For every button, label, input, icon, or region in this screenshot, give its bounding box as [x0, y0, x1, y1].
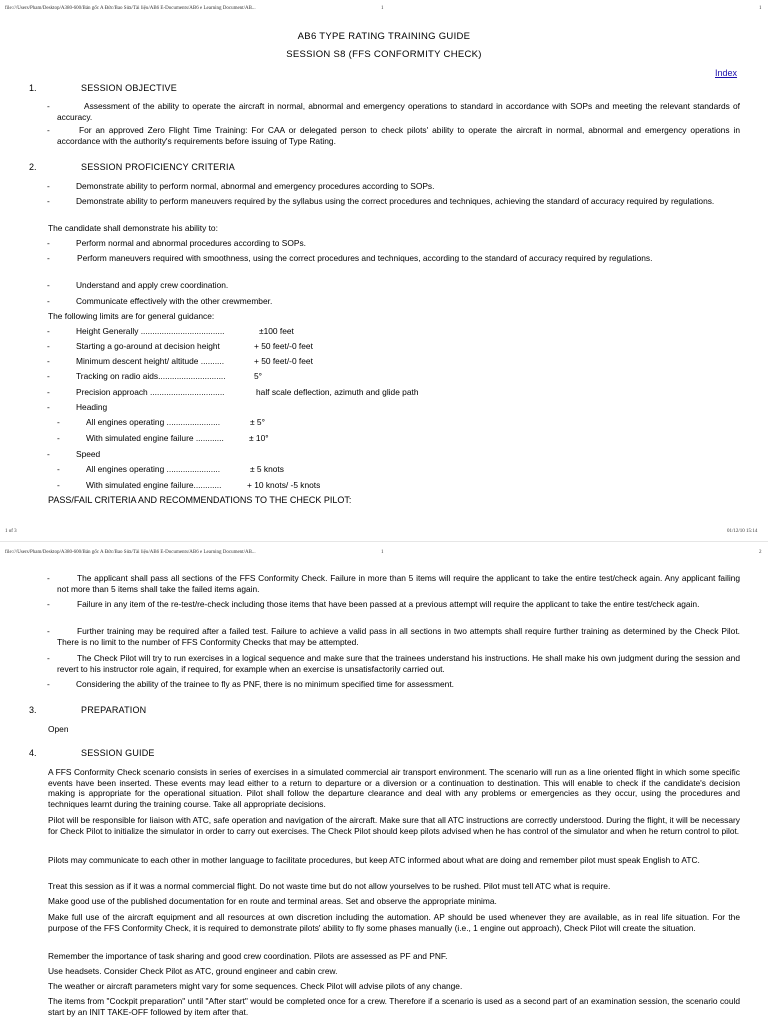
- print-footer-page-count: 1 of 3: [5, 529, 17, 534]
- bullet-dash: -: [47, 679, 50, 689]
- limit-heading-sim-label: With simulated engine failure ............: [86, 433, 224, 443]
- objective-item-2: For an approved Zero Flight Time Training: For CAA or delegated person to check pilots' ability to operate the aircraft in normal, abnormal and emergency operations in accordance with the authority's requirements before issuing of Type Rating.: [57, 125, 740, 146]
- bullet-dash: -: [57, 417, 60, 427]
- candidate-item-2: Perform maneuvers required with smoothness, using the correct procedures and techniques, according to the standard of accuracy required by regulations.: [77, 253, 653, 263]
- limit-goaround-label: Starting a go-around at decision height: [76, 341, 220, 351]
- index-link[interactable]: Index: [715, 68, 738, 78]
- bullet-dash: -: [47, 101, 50, 111]
- print-header-right: 2: [759, 550, 762, 555]
- bullet-dash: -: [47, 196, 50, 206]
- bullet-dash: -: [47, 238, 50, 248]
- section-1-number: 1.: [29, 83, 37, 93]
- limits-intro: The following limits are for general guidance:: [48, 311, 215, 321]
- section-2-number: 2.: [29, 162, 37, 172]
- limit-tracking-label: Tracking on radio aids.............................: [76, 371, 226, 381]
- passfail-item-4: The Check Pilot will try to run exercises in a logical sequence and make sure that the trainees understand his instructions. He shall make his own judgment during the session and revert to his instructor role again, if required, for example when an exercise is unsatisfactorily carried out.: [57, 653, 740, 674]
- section-3-heading: PREPARATION: [81, 705, 147, 715]
- section-4-heading: SESSION GUIDE: [81, 748, 155, 758]
- limit-mda-label: Minimum descent height/ altitude ..........: [76, 356, 225, 366]
- limit-speed-label: Speed: [76, 449, 101, 459]
- section-2-heading: SESSION PROFICIENCY CRITERIA: [81, 162, 235, 172]
- limit-tracking-value: 5°: [254, 371, 263, 381]
- bullet-dash: -: [57, 480, 60, 490]
- guide-paragraph-3: Pilots may communicate to each other in mother language to facilitate procedures, but keep ATC informed about what are doing and remember pilot must speak English to ATC.: [48, 855, 700, 865]
- limit-speed-all-value: ± 5 knots: [250, 464, 284, 474]
- section-4-number: 4.: [29, 748, 37, 758]
- passfail-item-3: Further training may be required after a failed test. Failure to achieve a valid pass in all sections in two attempts shall require further training as determined by the Check Pilot. There is no limit to the number of FFS Conformity Checks that may be attempted.: [57, 626, 740, 647]
- bullet-dash: -: [47, 573, 50, 583]
- section-3-number: 3.: [29, 705, 37, 715]
- limit-heading-sim-value: ± 10°: [249, 433, 269, 443]
- passfail-item-2: Failure in any item of the re-test/re-check including those items that have been passed at a previous attempt will require the applicant to take the entire test/check again.: [77, 599, 700, 609]
- guide-paragraph-10: The items from "Cockpit preparation" until "After start" would be completed once for a crew. Therefore if a scenario is used as a second part of an examination session, the scenario could start by an INIT TAKE-OFF followed by item after that.: [48, 996, 740, 1017]
- objective-item-1: Assessment of the ability to operate the aircraft in normal, abnormal and emergency operations to standard in accordance with SOPs and meeting the relevant standards of accuracy.: [57, 101, 740, 122]
- guide-paragraph-4: Treat this session as if it was a normal commercial flight. Do not waste time but do not allow yourselves to be rushed. Pilot must tell ATC what is require.: [48, 881, 611, 891]
- passfail-item-1: The applicant shall pass all sections of the FFS Conformity Check. Failure in more than 5 items will require the applicant to take the entire test/check again. Any applicant failing not more than 5 items shall take the failed items again.: [57, 573, 740, 594]
- bullet-dash: -: [47, 296, 50, 306]
- print-header-right: 1: [759, 6, 762, 11]
- guide-paragraph-1: A FFS Conformity Check scenario consists in series of exercises in a simulated commercial air transport environment. The scenario will run as a line oriented flight in which some specific events have been inserted. These events may lead either to a return to departure or a diversion or a continuation to destination. This will enable to check if the candidate's decision making is appropriate for the operational situation. Pilot shall follow the departure clearance and deal with any problems or emergencies as they occur, using the procedures and techniques learnt during the training course. Take all appropriate decisions.: [48, 767, 740, 809]
- bullet-dash: -: [47, 387, 50, 397]
- passfail-item-5: Considering the ability of the trainee to fly as PNF, there is no minimum specified time for assessment.: [76, 679, 454, 689]
- guide-paragraph-9: The weather or aircraft parameters might vary for some sequences. Check Pilot will advise pilots of any change.: [48, 981, 463, 991]
- print-header-path: file:///Users/Pham/Desktop/A380-600/Bản gốc A Đức/Bao Sửa/Tài liệu/AB6 E-Documents/AB6 e Learning Document/AB...: [5, 6, 256, 11]
- document-title: AB6 TYPE RATING TRAINING GUIDE: [297, 31, 471, 42]
- limit-precision-value: half scale deflection, azimuth and glide path: [256, 387, 419, 397]
- bullet-dash: -: [47, 326, 50, 336]
- bullet-dash: -: [47, 125, 50, 135]
- limit-height-value: ±100 feet: [259, 326, 294, 336]
- preparation-text: Open: [48, 724, 69, 734]
- print-header-page: 1: [381, 550, 384, 555]
- bullet-dash: -: [47, 449, 50, 459]
- bullet-dash: -: [47, 253, 50, 263]
- limit-height-label: Height Generally ....................................: [76, 326, 225, 336]
- limit-heading-label: Heading: [76, 402, 108, 412]
- bullet-dash: -: [47, 280, 50, 290]
- bullet-dash: -: [47, 402, 50, 412]
- section-1-heading: SESSION OBJECTIVE: [81, 83, 177, 93]
- limit-mda-value: + 50 feet/-0 feet: [254, 356, 313, 366]
- guide-paragraph-8: Use headsets. Consider Check Pilot as ATC, ground engineer and cabin crew.: [48, 966, 338, 976]
- bullet-dash: -: [57, 433, 60, 443]
- print-header-path: file:///Users/Pham/Desktop/A380-600/Bản gốc A Đức/Bao Sửa/Tài liệu/AB6 E-Documents/AB6 e Learning Document/AB...: [5, 550, 256, 555]
- guide-paragraph-7: Remember the importance of task sharing and good crew coordination. Pilots are assessed as PF and PNF.: [48, 951, 448, 961]
- bullet-dash: -: [47, 371, 50, 381]
- candidate-item-3: Understand and apply crew coordination.: [76, 280, 229, 290]
- limit-speed-sim-value: + 10 knots/ -5 knots: [247, 480, 321, 490]
- bullet-dash: -: [47, 599, 50, 609]
- limit-goaround-value: + 50 feet/-0 feet: [254, 341, 313, 351]
- candidate-item-1: Perform normal and abnormal procedures according to SOPs.: [76, 238, 306, 248]
- candidate-item-4: Communicate effectively with the other crewmember.: [76, 296, 273, 306]
- criteria-item-2: Demonstrate ability to perform maneuvers required by the syllabus using the correct procedures and techniques, achieving the standard of accuracy required by regulations.: [76, 196, 715, 206]
- bullet-dash: -: [47, 626, 50, 636]
- limit-precision-label: Precision approach ................................: [76, 387, 225, 397]
- session-title: SESSION S8 (FFS CONFORMITY CHECK): [286, 49, 482, 60]
- limit-heading-all-value: ± 5°: [250, 417, 265, 427]
- bullet-dash: -: [57, 464, 60, 474]
- limit-speed-all-label: All engines operating .......................: [86, 464, 221, 474]
- bullet-dash: -: [47, 181, 50, 191]
- criteria-item-1: Demonstrate ability to perform normal, abnormal and emergency procedures according to SOPs.: [76, 181, 435, 191]
- limit-speed-sim-label: With simulated engine failure............: [86, 480, 222, 490]
- bullet-dash: -: [47, 341, 50, 351]
- print-header-page: 1: [381, 6, 384, 11]
- guide-paragraph-2: Pilot will be responsible for liaison with ATC, safe operation and navigation of the aircraft. Make sure that all ATC instructions are correctly understood. During the flight, it will be necessary for Check Pilot to initialize the simulator in order to carry out exercises. The Check Pilot should keep pilots advised when he has control of the simulator and when he return control to pilot.: [48, 815, 740, 836]
- bullet-dash: -: [47, 653, 50, 663]
- page-break: [0, 541, 768, 542]
- candidate-intro: The candidate shall demonstrate his ability to:: [48, 223, 218, 233]
- bullet-dash: -: [47, 356, 50, 366]
- limit-heading-all-label: All engines operating .......................: [86, 417, 221, 427]
- print-footer-timestamp: 01/12/10 15:14: [727, 529, 758, 534]
- guide-paragraph-5: Make good use of the published documentation for en route and terminal areas. Set and observe the appropriate minima.: [48, 896, 497, 906]
- guide-paragraph-6: Make full use of the aircraft equipment and all resources at own discretion including the automation. AP should be used whenever they are available, as in real life situation. For the purpose of the FFS Conformity Check, it is required to demonstrate pilots' ability to fly some phases manually (i.e., 1 engine out approach), Check Pilot will create the situation.: [48, 912, 740, 933]
- passfail-heading: PASS/FAIL CRITERIA AND RECOMMENDATIONS TO THE CHECK PILOT:: [48, 495, 352, 505]
